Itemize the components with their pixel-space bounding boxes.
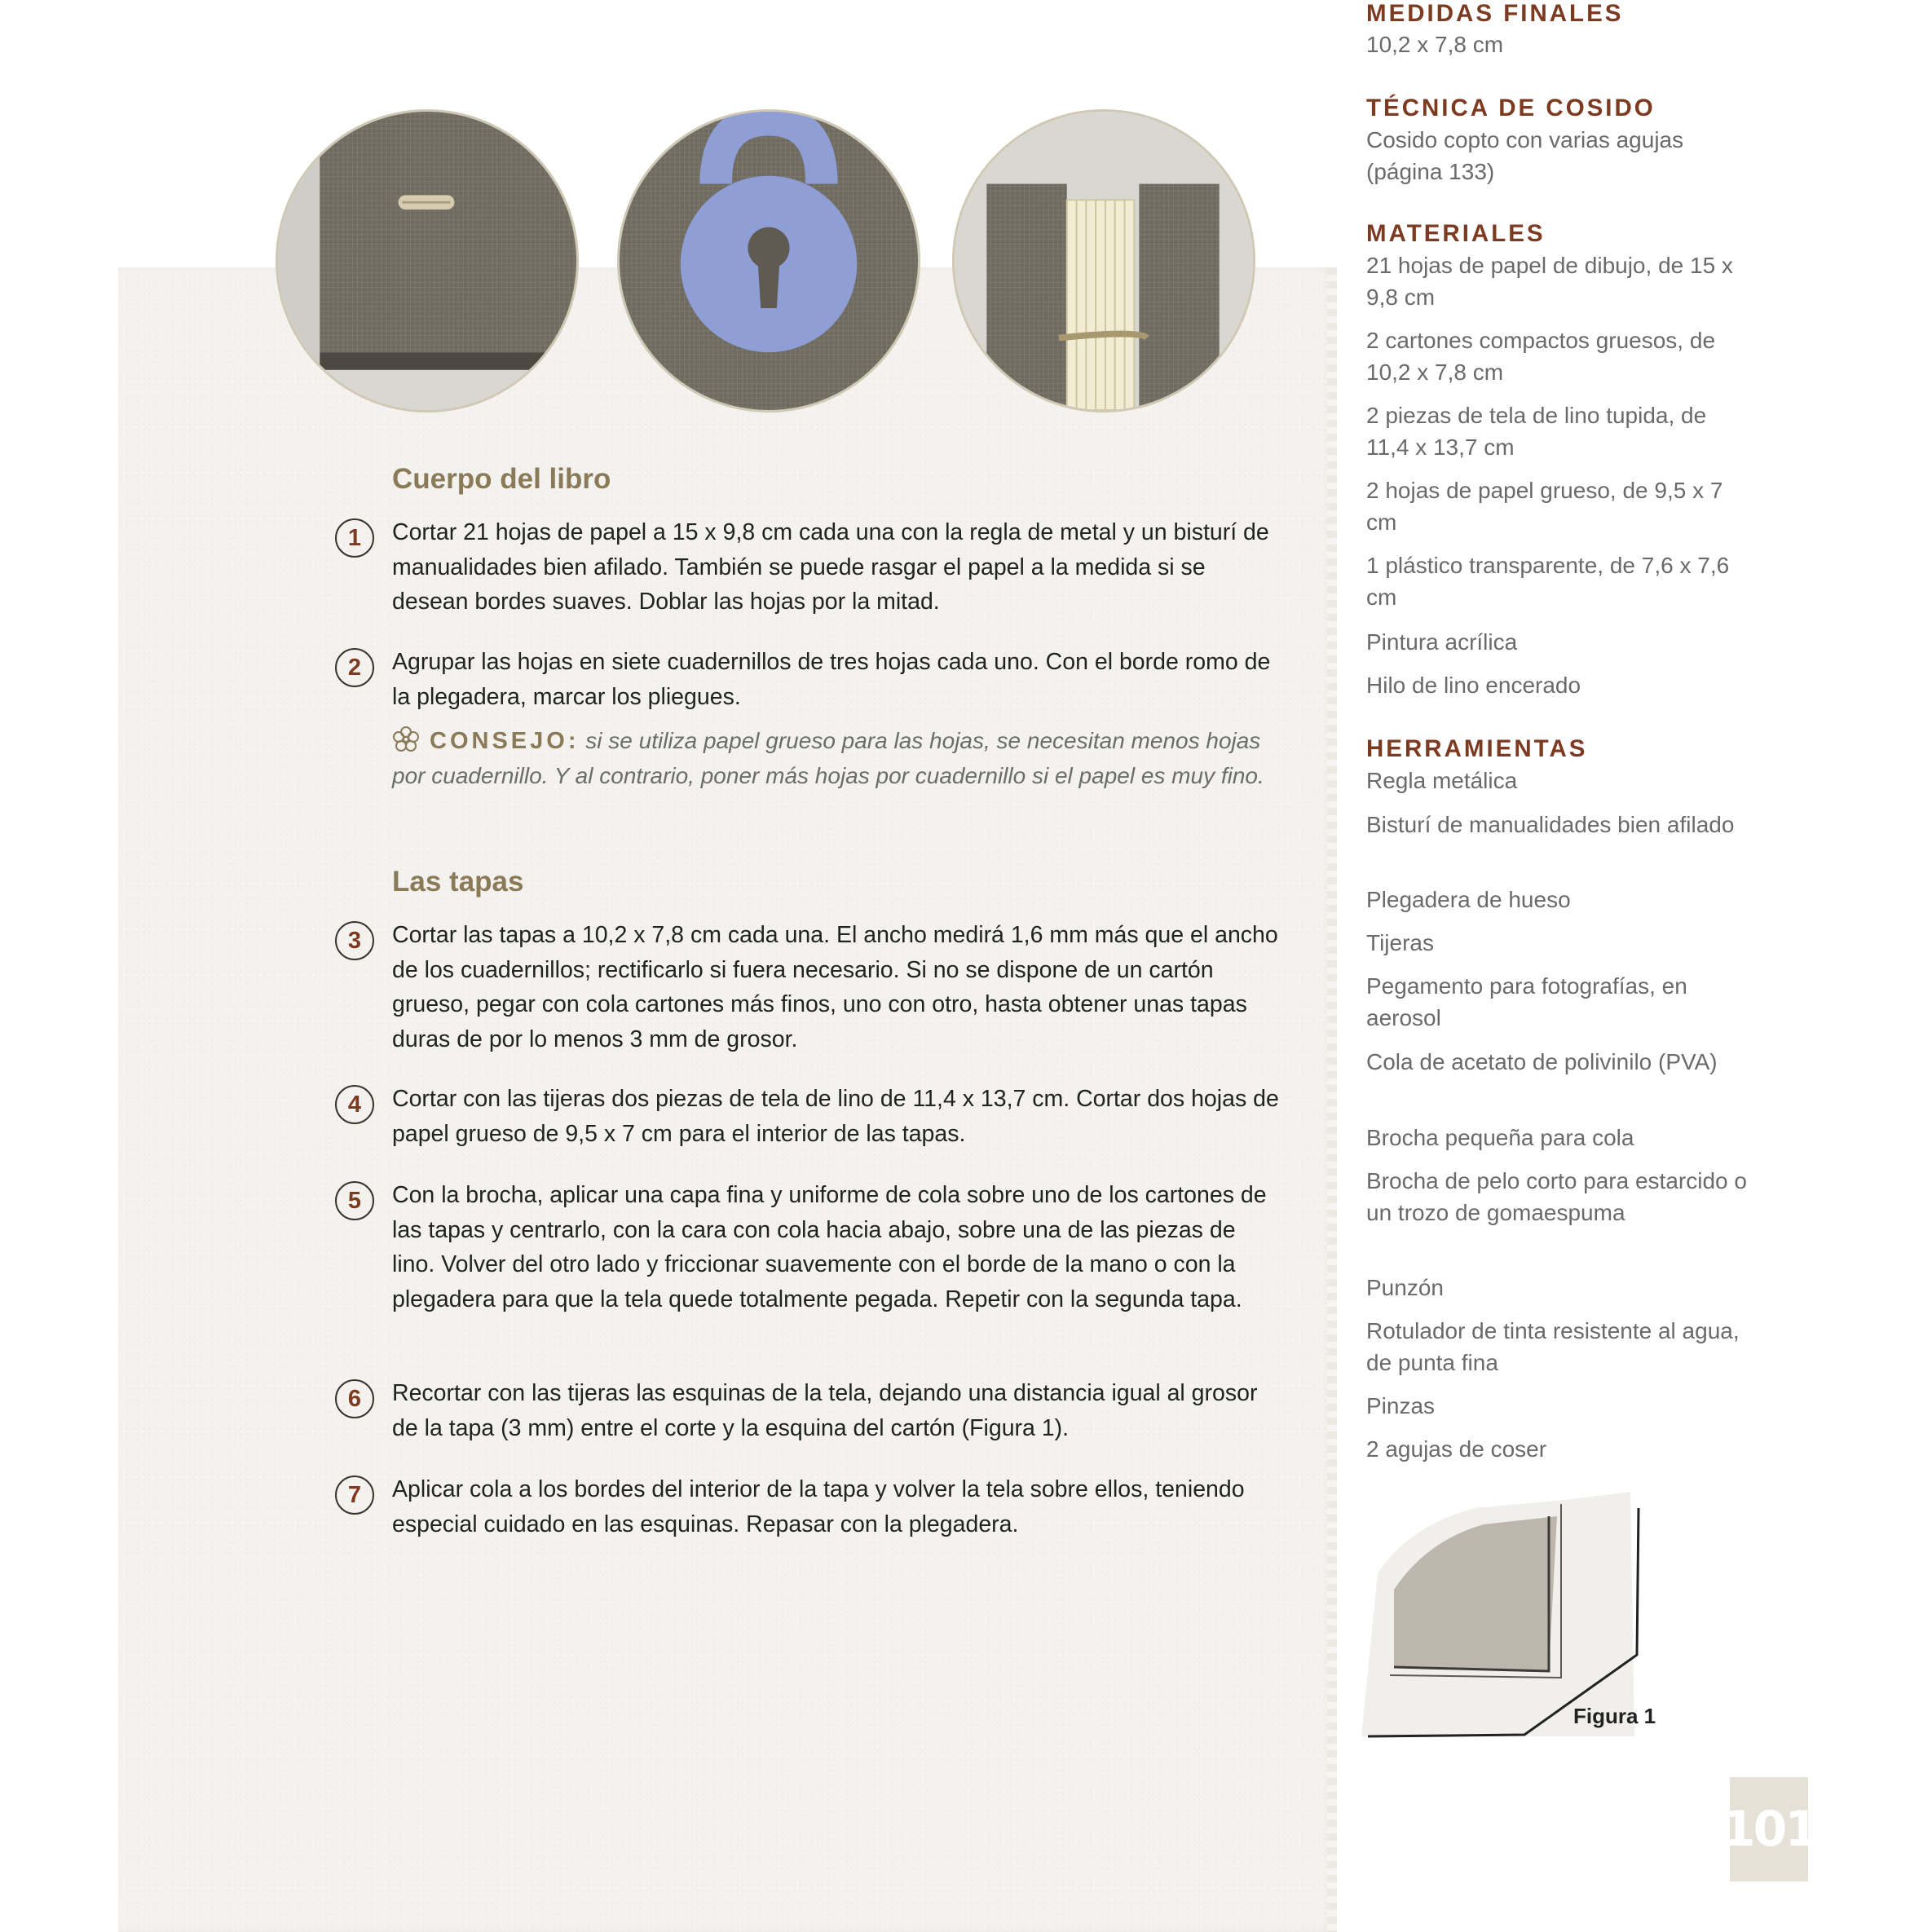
step-4 xyxy=(335,1082,1281,1151)
tools-item: 2 agujas de coser xyxy=(1366,1436,1547,1462)
stitched-spine-photo-icon xyxy=(952,109,1255,412)
tools-item: Cola de acetato de polivinilo (PVA) xyxy=(1366,1049,1718,1074)
tools-item: Bisturí de manualidades bien afilado xyxy=(1366,812,1735,837)
materials-heading: MATERIALES xyxy=(1366,220,1546,247)
materials-item: 2 piezas de tela de lino tupida, de 11,4 x 13,7 cm xyxy=(1366,403,1707,460)
materials-item: Hilo de lino encerado xyxy=(1366,673,1581,698)
sewing-technique-heading: TÉCNICA DE COSIDO xyxy=(1366,95,1656,121)
step-text: Aplicar cola a los bordes del interior de la tapa y volver la tela sobre ellos, teniendo especial cuidado en las esquinas. Repasar con la plegadera. xyxy=(392,1476,1245,1537)
step-text: Cortar 21 hojas de papel a 15 x 9,8 cm cada una con la regla de metal y un bisturí de manualidades bien afilado. También se puede rasgar el papel a la medida si se desean bordes suaves. Doblar las hojas por la mitad. xyxy=(392,519,1269,615)
final-size-value: 10,2 x 7,8 cm xyxy=(1366,32,1504,57)
step-2 xyxy=(335,645,1281,714)
final-size-heading: MEDIDAS FINALES xyxy=(1366,0,1624,27)
step-text: Cortar con las tijeras dos piezas de tela de lino de 11,4 x 13,7 cm. Cortar dos hojas de papel grueso de 9,5 x 7 cm para el interior de las tapas. xyxy=(392,1086,1279,1147)
step-7 xyxy=(335,1472,1281,1542)
padlock-cover-photo-icon xyxy=(617,109,920,412)
step-number-badge: 1 xyxy=(335,518,374,558)
flower-icon xyxy=(392,726,420,753)
section-title-covers: Las tapas xyxy=(392,866,524,898)
step-5 xyxy=(335,1178,1281,1317)
tools-item: Brocha de pelo corto para estarcido o un trozo de gomaespuma xyxy=(1366,1168,1747,1225)
tools-item: Pinzas xyxy=(1366,1393,1436,1418)
cover-closure-photo-icon xyxy=(276,109,579,412)
step-text: Con la brocha, aplicar una capa fina y uniforme de cola sobre uno de los cartones de las tapas y centrarlo, con la cara con cola hacia abajo, sobre una de las piezas de lino. Volver del otro lado y friccionar suavemente con el borde de la mano o con la plegadera para que la tela quede totalmente pegada. Repetir con la segunda tapa. xyxy=(392,1182,1267,1312)
tools-item: Tijeras xyxy=(1366,930,1434,955)
materials-item: 21 hojas de papel de dibujo, de 15 x 9,8 cm xyxy=(1366,253,1733,310)
step-6 xyxy=(335,1376,1281,1445)
tools-item: Punzón xyxy=(1366,1275,1444,1300)
step-number-badge: 5 xyxy=(335,1181,374,1220)
page-number: 101 xyxy=(1730,1777,1808,1881)
step-3 xyxy=(335,918,1281,1056)
step-number-badge: 4 xyxy=(335,1085,374,1124)
tools-item: Regla metálica xyxy=(1366,768,1518,793)
section-title-book-body: Cuerpo del libro xyxy=(392,463,611,495)
tools-item: Pegamento para fotografías, en aerosol xyxy=(1366,973,1687,1030)
materials-item: Pintura acrílica xyxy=(1366,629,1518,655)
step-text: Cortar las tapas a 10,2 x 7,8 cm cada una. El ancho medirá 1,6 mm más que el ancho de los cuadernillos; rectificarlo si fuera necesario. Si no se dispone de un cartón grueso, pegar con cola cartones más finos, uno con otro, hasta obtener unas tapas duras de por lo menos 3 mm de grosor. xyxy=(392,922,1278,1052)
tools-item: Plegadera de hueso xyxy=(1366,887,1571,912)
step-number-badge: 3 xyxy=(335,921,374,960)
tip-text: si se utiliza papel grueso para las hojas, se necesitan menos hojas por cuadernillo. Y al contrario, poner más hojas por cuadernillo si el papel es muy fino. xyxy=(392,728,1264,788)
tools-item: Rotulador de tinta resistente al agua, de punta fina xyxy=(1366,1318,1740,1375)
tip-box xyxy=(392,724,1273,793)
sewing-technique-value: Cosido copto con varias agujas (página 133) xyxy=(1366,127,1684,184)
step-number-badge: 7 xyxy=(335,1475,374,1515)
materials-item: 2 cartones compactos gruesos, de 10,2 x 7,8 cm xyxy=(1366,328,1716,385)
figure-label: Figura 1 xyxy=(1573,1704,1656,1728)
paper-deckle-edge xyxy=(1327,267,1337,1932)
tools-heading: HERRAMIENTAS xyxy=(1366,735,1588,762)
tip-label: CONSEJO: xyxy=(430,728,580,754)
materials-item: 1 plástico transparente, de 7,6 x 7,6 cm xyxy=(1366,553,1730,610)
step-text: Recortar con las tijeras las esquinas de la tela, dejando una distancia igual al grosor de la tapa (3 mm) entre el corte y la esquina del cartón (Figura 1). xyxy=(392,1380,1258,1441)
step-1 xyxy=(335,515,1281,620)
tools-item: Brocha pequeña para cola xyxy=(1366,1125,1634,1150)
step-number-badge: 6 xyxy=(335,1379,374,1418)
step-text: Agrupar las hojas en siete cuadernillos de tres hojas cada uno. Con el borde romo de la plegadera, marcar los pliegues. xyxy=(392,649,1271,710)
step-number-badge: 2 xyxy=(335,648,374,687)
materials-item: 2 hojas de papel grueso, de 9,5 x 7 cm xyxy=(1366,478,1723,535)
